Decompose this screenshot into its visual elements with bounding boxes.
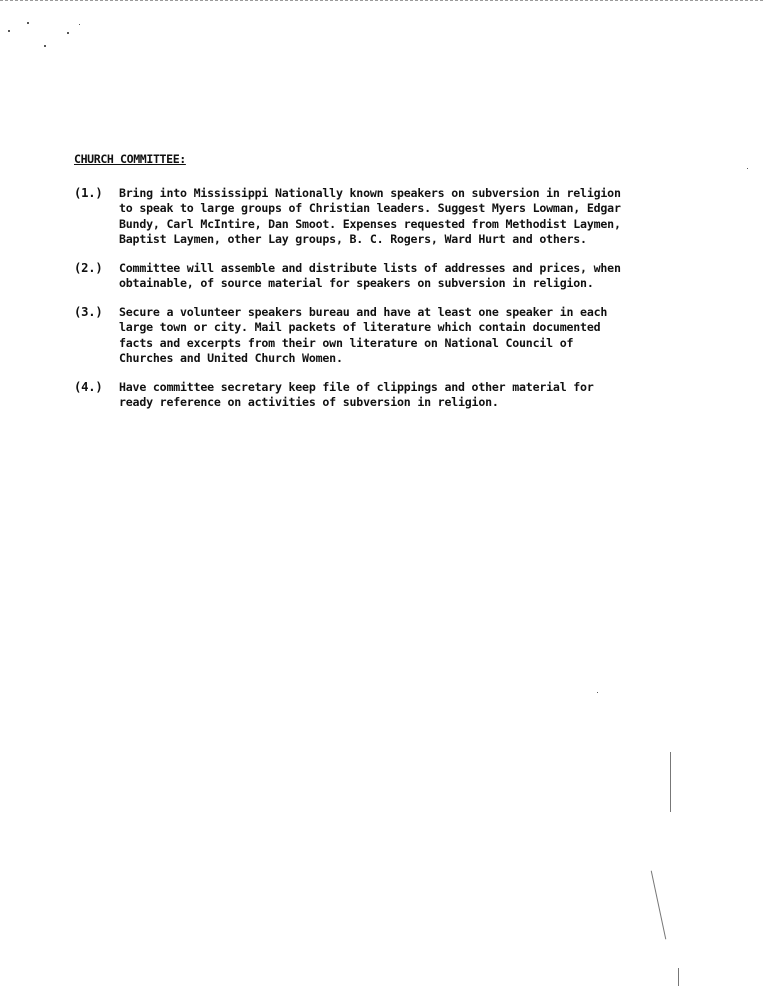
scan-speck <box>597 692 598 693</box>
scan-margin-mark <box>678 968 679 986</box>
scan-speck <box>27 22 29 24</box>
list-item <box>74 305 634 367</box>
item-text: Bring into Mississippi Nationally known speakers on subversion in religion to speak to large groups of Christian leaders. Suggest Myers Lowman, Edgar Bundy, Carl McIntire, Dan Smoot. Expenses requested from Methodist Laymen, Baptist Laymen, other Lay groups, B. C. Rogers, Ward Hurt and others. <box>119 185 621 246</box>
scan-margin-mark <box>651 871 667 940</box>
item-number: (1.) <box>74 185 103 200</box>
list-item <box>74 261 634 292</box>
item-text: Committee will assemble and distribute lists of addresses and prices, when obtainable, of source material for speakers on subversion in religion. <box>119 260 621 290</box>
section-heading: CHURCH COMMITTEE: <box>74 152 186 166</box>
item-number: (4.) <box>74 379 103 394</box>
item-text: Have committee secretary keep file of clippings and other material for ready reference on activities of subversion in religion. <box>119 379 594 409</box>
scan-speck <box>8 30 10 32</box>
item-number: (3.) <box>74 304 103 319</box>
scan-speck <box>67 32 69 34</box>
document-body <box>74 152 634 424</box>
scan-speck <box>747 168 748 169</box>
scan-speck <box>44 45 46 47</box>
scan-margin-mark <box>670 752 671 812</box>
item-text: Secure a volunteer speakers bureau and have at least one speaker in each large town or city. Mail packets of literature which contain documented facts and excerpts from their own literature on National Council of Churches and United Church Women. <box>119 304 608 365</box>
page-top-edge <box>0 0 763 1</box>
list-item <box>74 186 634 248</box>
scan-speck <box>79 24 80 25</box>
item-number: (2.) <box>74 260 103 275</box>
list-item <box>74 380 634 411</box>
